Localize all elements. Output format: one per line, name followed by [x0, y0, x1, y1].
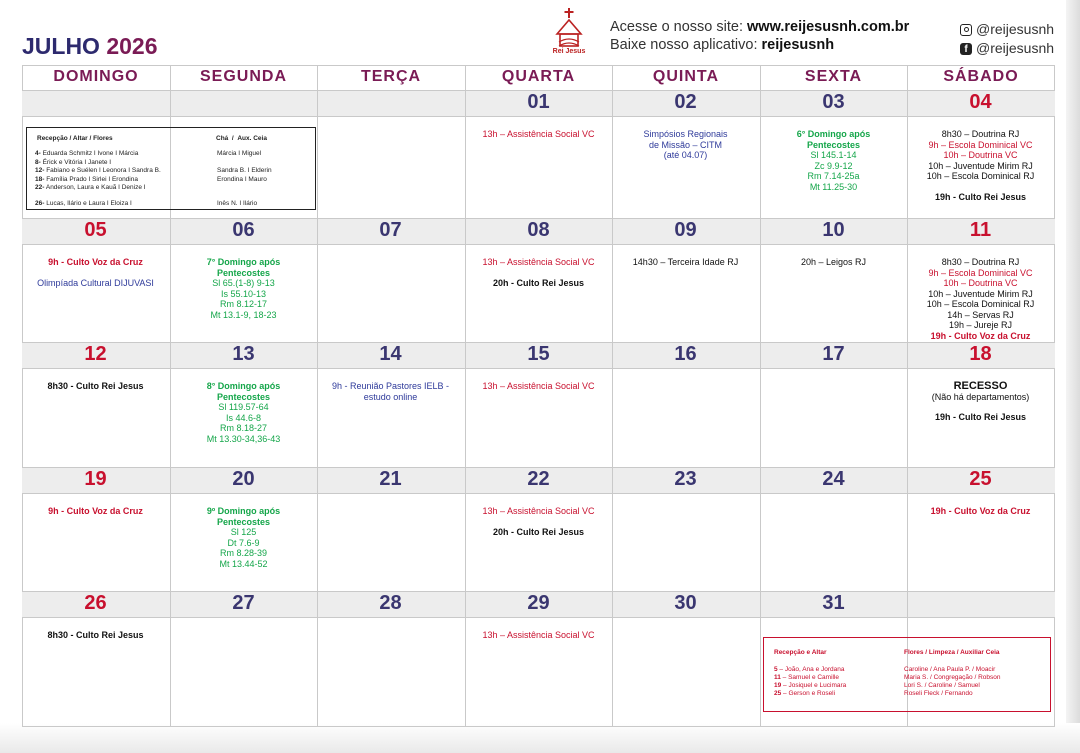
month-title [22, 33, 158, 60]
event-line: 20h - Culto Rei Jesus [492, 277, 585, 288]
escala-row-left: Anderson, Laura e Kauã I Denize I [44, 184, 146, 192]
event-line: 13h – Assistência Social VC [482, 630, 595, 640]
event-line: Pentecostes [216, 391, 271, 402]
event-line: Zc 9.9-12 [814, 160, 853, 171]
event-line: 8h30 – Doutrina RJ [941, 129, 1020, 139]
event-line: 9º Domingo após [206, 506, 281, 516]
grid-hline [22, 244, 1055, 245]
escala-row [35, 184, 146, 192]
flores-row-left: – João, Ana e Jordana [777, 666, 845, 673]
flores-row-left: – Gerson e Roseli [781, 690, 836, 697]
escala-title-cha: Chá [216, 135, 229, 142]
day-number-29[interactable]: 29 [527, 592, 550, 614]
day-number-26[interactable]: 26 [84, 592, 107, 614]
event-line: 8° Domingo após [206, 381, 281, 391]
event-line: Mt 13.1-9, 18-23 [210, 309, 277, 320]
escala-row-num: 18- [35, 175, 45, 183]
app-label: Baixe nosso aplicativo: [610, 37, 758, 53]
grid-hline [22, 617, 1055, 618]
event-line: 20h - Culto Rei Jesus [492, 526, 585, 537]
flores-row-right: Maria S. / Congregação / Robson [904, 674, 1001, 681]
grid-vline [612, 65, 613, 727]
instagram-icon [960, 24, 972, 36]
day-number-30[interactable]: 30 [674, 592, 697, 614]
day-number-27[interactable]: 27 [232, 592, 255, 614]
grid-hline [22, 493, 1055, 494]
day-number-07[interactable]: 07 [379, 219, 402, 241]
page-edge-bottom [0, 723, 1080, 753]
escala-row [35, 167, 161, 175]
day-number-10[interactable]: 10 [822, 219, 845, 241]
app-name[interactable]: reijesusnh [761, 37, 835, 53]
event-line: Pentecostes [806, 139, 861, 150]
flores-row-right: Roseli Fleck / Fernando [904, 690, 973, 697]
event-line: 9h - Culto Voz da Cruz [48, 257, 143, 267]
event-line: 10h – Juventude Mirim RJ [928, 288, 1033, 299]
event-line: 9h - Culto Voz da Cruz [48, 506, 143, 516]
day-number-21[interactable]: 21 [379, 468, 402, 490]
event-line: 19h - Culto Voz da Cruz [930, 506, 1031, 516]
day-number-16[interactable]: 16 [674, 343, 697, 365]
day-number-17[interactable]: 17 [822, 343, 845, 365]
events-day-18 [907, 381, 1054, 423]
event-line: 19h - Culto Rei Jesus [934, 412, 1027, 422]
page-edge [1066, 0, 1080, 753]
event-line: 19h – Jureje RJ [948, 320, 1013, 330]
day-number-05[interactable]: 05 [84, 219, 107, 241]
event-line: Dt 7.6-9 [227, 537, 260, 548]
escala-title-ceia: Aux. Ceia [237, 135, 267, 142]
flores-row [774, 690, 835, 698]
event-line: 9h - Reunião Pastores IELB - [331, 381, 450, 391]
weekday-header-1: SEGUNDA [199, 68, 287, 85]
events-day-09 [612, 257, 759, 268]
day-number-20[interactable]: 20 [232, 468, 255, 490]
events-day-14 [317, 381, 464, 402]
instagram-handle[interactable]: @reijesusnh [976, 21, 1055, 37]
events-day-04 [907, 129, 1054, 202]
weekday-header-3: QUARTA [501, 68, 576, 85]
event-line: 13h – Assistência Social VC [482, 381, 595, 391]
event-line: Simpósios Regionais [643, 129, 728, 139]
day-number-14[interactable]: 14 [379, 343, 402, 365]
event-line: 14h30 – Terceira Idade RJ [632, 257, 739, 267]
escala-title-left: Recepção / Altar / Flores [37, 135, 113, 142]
escala-row [35, 176, 138, 184]
escala-row-num: 26- [35, 200, 45, 207]
event-line: 8h30 – Doutrina RJ [941, 257, 1020, 267]
day-number-31[interactable]: 31 [822, 592, 845, 614]
event-line: Mt 11.25-30 [809, 181, 858, 192]
escala-row [35, 159, 111, 167]
event-line: Mt 13.30-34,36-43 [206, 433, 281, 444]
event-line: RECESSO [953, 380, 1008, 392]
day-number-06[interactable]: 06 [232, 219, 255, 241]
social-links [960, 20, 1054, 58]
flores-row-num: 11 [774, 674, 781, 681]
escala-row-num: 8- [35, 158, 41, 166]
event-line: 19h - Culto Rei Jesus [934, 191, 1027, 202]
events-day-29 [465, 630, 612, 641]
event-line: Is 44.6-8 [225, 412, 262, 423]
event-line: Olimpíada Cultural DIJUVASI [37, 277, 154, 288]
event-line: 10h – Juventude Mirim RJ [928, 160, 1033, 171]
flores-title-left: Recepção e Altar [774, 649, 827, 656]
event-line: 10h – Escola Dominical RJ [926, 171, 1035, 181]
weekday-header-6: SÁBADO [943, 68, 1019, 85]
event-line: 10h – Escola Dominical RJ [926, 299, 1035, 309]
day-number-25[interactable]: 25 [969, 468, 992, 490]
month-name: JULHO [22, 33, 100, 59]
day-number-02[interactable]: 02 [674, 91, 697, 113]
flores-row-num: 5 [774, 666, 778, 673]
escala-title-right [216, 135, 267, 143]
events-day-01 [465, 129, 612, 140]
event-line: Sl 119.57-64 [218, 402, 269, 412]
weekday-header-0: DOMINGO [53, 68, 139, 85]
event-line: 8h30 - Culto Rei Jesus [47, 381, 144, 391]
event-line: 13h – Assistência Social VC [482, 129, 595, 139]
event-line: 13h – Assistência Social VC [482, 506, 595, 516]
flores-row [774, 674, 839, 682]
day-number-12[interactable]: 12 [84, 343, 107, 365]
events-day-02 [612, 129, 759, 161]
escala-row-right: Inês N. I Ilário [217, 200, 258, 207]
flores-row-num: 25 [774, 690, 782, 697]
facebook-handle[interactable]: @reijesusnh [976, 40, 1055, 56]
flores-row-left: – Samuel e Camille [780, 674, 840, 681]
day-number-04[interactable]: 04 [969, 91, 992, 113]
escala-row-left: Lucas, Ilário e Laura I Eloiza I [44, 200, 132, 207]
events-day-06 [170, 257, 317, 320]
events-day-26 [22, 630, 169, 641]
event-line: Pentecostes [216, 516, 271, 527]
event-line: Pentecostes [216, 267, 271, 278]
events-day-05 [22, 257, 169, 288]
event-line: 9h – Escola Dominical VC [928, 139, 1033, 150]
day-number-09[interactable]: 09 [674, 219, 697, 241]
grid-vline [465, 65, 466, 727]
event-line: Mt 13.44-52 [219, 558, 268, 569]
grid-hline [22, 368, 1055, 369]
events-day-03 [760, 129, 907, 192]
escala-row-left: Fabiano e Suélen I Leonora I Sandra B. [44, 167, 161, 175]
events-day-15 [465, 381, 612, 392]
escala-title-sep: / [231, 135, 234, 142]
day-number-15[interactable]: 15 [527, 343, 550, 365]
escala-row-num: 4- [35, 150, 41, 157]
logo-label: Rei Jesus [552, 48, 586, 55]
events-day-11 [907, 257, 1054, 341]
event-line: estudo online [363, 391, 418, 402]
grid-hline [22, 116, 1055, 117]
day-number-28[interactable]: 28 [379, 592, 402, 614]
site-label: Acesse o nosso site: [610, 19, 743, 35]
day-number-11[interactable]: 11 [969, 219, 992, 241]
weekday-header-2: TERÇA [360, 68, 422, 85]
event-line: 13h – Assistência Social VC [482, 257, 595, 267]
event-line: 7° Domingo após [206, 257, 281, 267]
event-line: 14h – Servas RJ [947, 309, 1014, 320]
escala-row-left: Érick e Vitória I Janete I [40, 158, 112, 166]
escala-row-num: 12- [35, 167, 45, 175]
event-line: (até 04.07) [663, 150, 708, 160]
flores-row-num: 19 [774, 682, 782, 689]
schedule-box-flores [763, 637, 1051, 712]
day-number-24[interactable]: 24 [822, 468, 845, 490]
event-line: 10h – Doutrina VC [943, 278, 1018, 288]
weekday-header-4: QUINTA [652, 68, 720, 85]
flores-row-left: – Josiquel e Lucimara [781, 682, 847, 689]
site-info [610, 18, 909, 54]
event-line: 6° Domingo após [796, 129, 871, 139]
escala-row [35, 200, 132, 208]
flores-row [774, 682, 846, 690]
event-line: (Não há departamentos) [931, 391, 1030, 402]
event-line: de Missão – CITM [648, 139, 723, 150]
events-day-12 [22, 381, 169, 392]
escala-row-left: Família Prado I Sirlei I Erondina [44, 175, 138, 183]
escala-row [35, 150, 138, 158]
event-line: Sl 145.1-14 [810, 150, 857, 160]
events-day-22 [465, 506, 612, 537]
facebook-icon: f [960, 43, 972, 55]
events-day-13 [170, 381, 317, 444]
events-day-25 [907, 506, 1054, 517]
flores-row-right: Lori S. / Caroline / Samuel [904, 682, 980, 689]
day-number-03[interactable]: 03 [822, 91, 845, 113]
event-line: 9h – Escola Dominical VC [928, 267, 1033, 278]
event-line: Rm 8.18-27 [219, 423, 268, 433]
event-line: 19h - Culto Voz da Cruz [930, 330, 1031, 341]
weekday-header-5: SEXTA [804, 68, 863, 85]
day-number-19[interactable]: 19 [84, 468, 107, 490]
events-day-20 [170, 506, 317, 569]
schedule-box-escala [26, 127, 316, 210]
site-url[interactable]: www.reijesusnh.com.br [747, 19, 910, 35]
event-line: Sl 65.(1-8) 9-13 [212, 278, 275, 288]
escala-row-right: Erondina I Mauro [217, 175, 267, 183]
day-number-22[interactable]: 22 [527, 468, 550, 490]
event-line: Rm 8.12-17 [219, 299, 268, 309]
escala-row-left: Eduarda Schmitz I Ivone I Márcia [40, 150, 139, 157]
event-line: 10h – Doutrina VC [943, 150, 1018, 160]
day-number-01[interactable]: 01 [527, 91, 550, 113]
event-line: Sl 125 [230, 527, 257, 537]
day-number-08[interactable]: 08 [527, 219, 550, 241]
flores-row-right: Caroline / Ana Paula P. / Moacir [904, 666, 996, 673]
event-line: Rm 7.14-25a [807, 171, 860, 181]
year: 2026 [106, 33, 158, 59]
event-line: 20h – Leigos RJ [800, 257, 867, 267]
flores-title-right: Flores / Limpeza / Auxiliar Ceia [904, 649, 1000, 656]
day-number-13[interactable]: 13 [232, 343, 255, 365]
event-line: 8h30 - Culto Rei Jesus [47, 630, 144, 640]
day-number-23[interactable]: 23 [674, 468, 697, 490]
event-line: Rm 8.28-39 [219, 548, 268, 558]
events-day-08 [465, 257, 612, 288]
day-number-18[interactable]: 18 [969, 343, 992, 365]
event-line: Is 55.10-13 [220, 288, 267, 299]
escala-row-num: 22- [35, 184, 45, 192]
escala-row-right: Márcia I Miguel [217, 150, 262, 157]
events-day-10 [760, 257, 907, 268]
escala-row-right: Sandra B. I Elderin [217, 167, 272, 175]
flores-row [774, 666, 844, 674]
events-day-19 [22, 506, 169, 517]
